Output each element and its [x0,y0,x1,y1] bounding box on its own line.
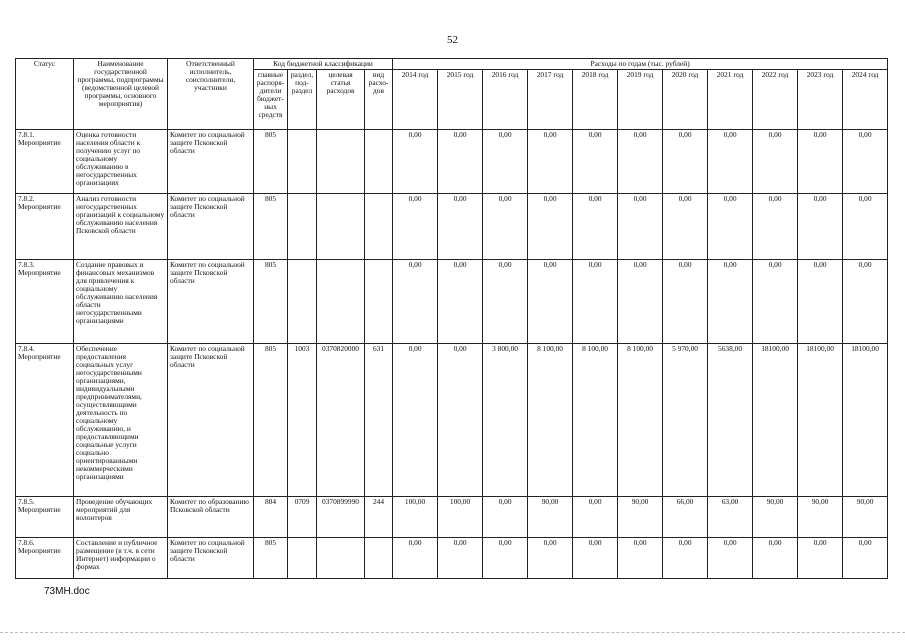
row-year-value: 0,00 [663,130,708,194]
row-year-value: 90,00 [528,497,573,538]
row-responsible: Комитет по социальной защите Псковской области [168,344,254,497]
row-year-value: 3 800,00 [483,344,528,497]
row-code [365,194,393,260]
table-row [16,130,888,194]
header-code-col: вид расхо-дов [365,70,393,130]
row-code [288,538,317,579]
row-year-value: 0,00 [753,538,798,579]
row-code: 805 [254,194,288,260]
header-year: 2016 год [483,70,528,130]
row-code: 805 [254,538,288,579]
row-name: Создание правовых и финансовых механизмов для привлечения к социальному обслуживанию населения области негосударственными организациями [74,260,168,344]
row-year-value: 0,00 [708,194,753,260]
row-year-value: 0,00 [528,194,573,260]
row-code [317,130,365,194]
header-name: Наименование государственной программы, подпрограммы (ведомственной целевой программы, основного мероприятия) [74,59,168,130]
row-year-value: 0,00 [618,538,663,579]
row-status: 7.8.1. Мероприятие [16,130,74,194]
row-year-value: 90,00 [843,497,888,538]
table-row [16,344,888,497]
header-year: 2014 год [393,70,438,130]
row-year-value: 0,00 [483,130,528,194]
row-code: 0370899990 [317,497,365,538]
row-year-value: 0,00 [483,538,528,579]
row-year-value: 90,00 [798,497,843,538]
header-code-col: главные распоря-дители бюджет-ных средств [254,70,288,130]
row-year-value: 90,00 [618,497,663,538]
row-year-value: 0,00 [393,194,438,260]
row-year-value: 0,00 [438,538,483,579]
row-year-value: 0,00 [393,130,438,194]
row-code [288,260,317,344]
row-year-value: 0,00 [483,260,528,344]
row-name: Составление и публичное размещение (в т.ч. в сети Интернет) информации о формах [74,538,168,579]
row-year-value: 0,00 [663,538,708,579]
row-year-value: 0,00 [798,260,843,344]
row-year-value: 0,00 [438,260,483,344]
header-year: 2021 год [708,70,753,130]
row-code: 804 [254,497,288,538]
row-responsible: Комитет по социальной защите Псковской области [168,130,254,194]
row-year-value: 0,00 [573,130,618,194]
row-responsible: Комитет по социальной защите Псковской области [168,538,254,579]
row-year-value: 0,00 [438,194,483,260]
header-year: 2022 год [753,70,798,130]
row-name: Обеспечение предоставления социальных услуг негосударственными организациями, индивидуальными предпринимателями, осуществляющими деятельность по социальному обслуживанию, и предоставляющими социальные услуги социально ориентированными некоммерческими организациями [74,344,168,497]
header-responsible: Ответственный исполнитель, соисполнители, участники [168,59,254,130]
row-year-value: 0,00 [393,344,438,497]
row-year-value: 0,00 [483,497,528,538]
row-year-value: 0,00 [753,194,798,260]
row-code [288,194,317,260]
row-name: Анализ готовности негосударственных организаций к социальному обслуживанию населения Псковской области [74,194,168,260]
header-year: 2015 год [438,70,483,130]
row-name: Оценка готовности населения области к получению услуг по социальному обслуживанию в негосударственных организациях [74,130,168,194]
header-year: 2024 год [843,70,888,130]
table-row [16,538,888,579]
row-year-value: 0,00 [528,538,573,579]
row-year-value: 18100,00 [843,344,888,497]
row-year-value: 8 100,00 [618,344,663,497]
header-year: 2018 год [573,70,618,130]
row-code [365,130,393,194]
row-year-value: 63,00 [708,497,753,538]
row-code [365,538,393,579]
row-year-value: 0,00 [753,130,798,194]
row-code [365,260,393,344]
row-year-value: 0,00 [528,130,573,194]
header-year: 2023 год [798,70,843,130]
row-year-value: 100,00 [438,497,483,538]
row-status: 7.8.6. Мероприятие [16,538,74,579]
row-year-value: 0,00 [528,260,573,344]
row-code [317,260,365,344]
row-year-value: 0,00 [843,260,888,344]
table-body [16,130,888,579]
header-code-col: целевая статья расходов [317,70,365,130]
row-code: 1003 [288,344,317,497]
row-year-value: 0,00 [708,260,753,344]
row-year-value: 0,00 [618,130,663,194]
row-year-value: 0,00 [573,497,618,538]
row-year-value: 0,00 [798,538,843,579]
budget-table [15,58,888,579]
page-number: 52 [447,34,458,46]
row-year-value: 5 970,00 [663,344,708,497]
header-year: 2019 год [618,70,663,130]
table-row [16,194,888,260]
row-status: 7.8.2. Мероприятие [16,194,74,260]
header-expenses-group: Расходы по годам (тыс. рублей) [393,59,888,70]
row-year-value: 0,00 [798,194,843,260]
table-header [16,59,888,130]
row-year-value: 0,00 [663,194,708,260]
row-code [288,130,317,194]
footer-filename: 73МН.doc [44,586,90,597]
row-year-value: 0,00 [618,194,663,260]
row-code: 0709 [288,497,317,538]
row-code [317,194,365,260]
row-status: 7.8.3. Мероприятие [16,260,74,344]
row-year-value: 0,00 [753,260,798,344]
row-year-value: 0,00 [663,260,708,344]
row-year-value: 0,00 [438,344,483,497]
row-responsible: Комитет по социальной защите Псковской области [168,194,254,260]
row-year-value: 100,00 [393,497,438,538]
table-row [16,497,888,538]
header-year: 2020 год [663,70,708,130]
row-year-value: 0,00 [483,194,528,260]
header-status: Статус [16,59,74,130]
row-year-value: 0,00 [618,260,663,344]
scan-edge-line [0,632,905,634]
header-code-col: раздел, под-раздел [288,70,317,130]
row-code [317,538,365,579]
row-responsible: Комитет по образованию Псковской области [168,497,254,538]
row-year-value: 0,00 [573,194,618,260]
row-year-value: 5638,00 [708,344,753,497]
header-year: 2017 год [528,70,573,130]
row-year-value: 0,00 [798,130,843,194]
row-year-value: 0,00 [393,538,438,579]
row-name: Проведение обучающих мероприятий для волонтеров [74,497,168,538]
row-year-value: 90,00 [753,497,798,538]
row-code: 631 [365,344,393,497]
row-status: 7.8.4. Мероприятие [16,344,74,497]
row-year-value: 66,00 [663,497,708,538]
row-year-value: 18100,00 [753,344,798,497]
row-year-value: 18100,00 [798,344,843,497]
row-code: 244 [365,497,393,538]
row-year-value: 8 100,00 [573,344,618,497]
table-row [16,260,888,344]
row-code: 805 [254,130,288,194]
row-year-value: 0,00 [438,130,483,194]
row-year-value: 0,00 [708,538,753,579]
row-code: 805 [254,344,288,497]
row-year-value: 0,00 [573,260,618,344]
row-year-value: 0,00 [573,538,618,579]
row-status: 7.8.5. Мероприятие [16,497,74,538]
row-year-value: 0,00 [843,538,888,579]
row-year-value: 8 100,00 [528,344,573,497]
row-responsible: Комитет по социальной защите Псковской области [168,260,254,344]
row-year-value: 0,00 [393,260,438,344]
row-code: 805 [254,260,288,344]
row-code: 0370820000 [317,344,365,497]
row-year-value: 0,00 [708,130,753,194]
row-year-value: 0,00 [843,194,888,260]
header-code-group: Код бюджетной классификации [254,59,393,70]
row-year-value: 0,00 [843,130,888,194]
